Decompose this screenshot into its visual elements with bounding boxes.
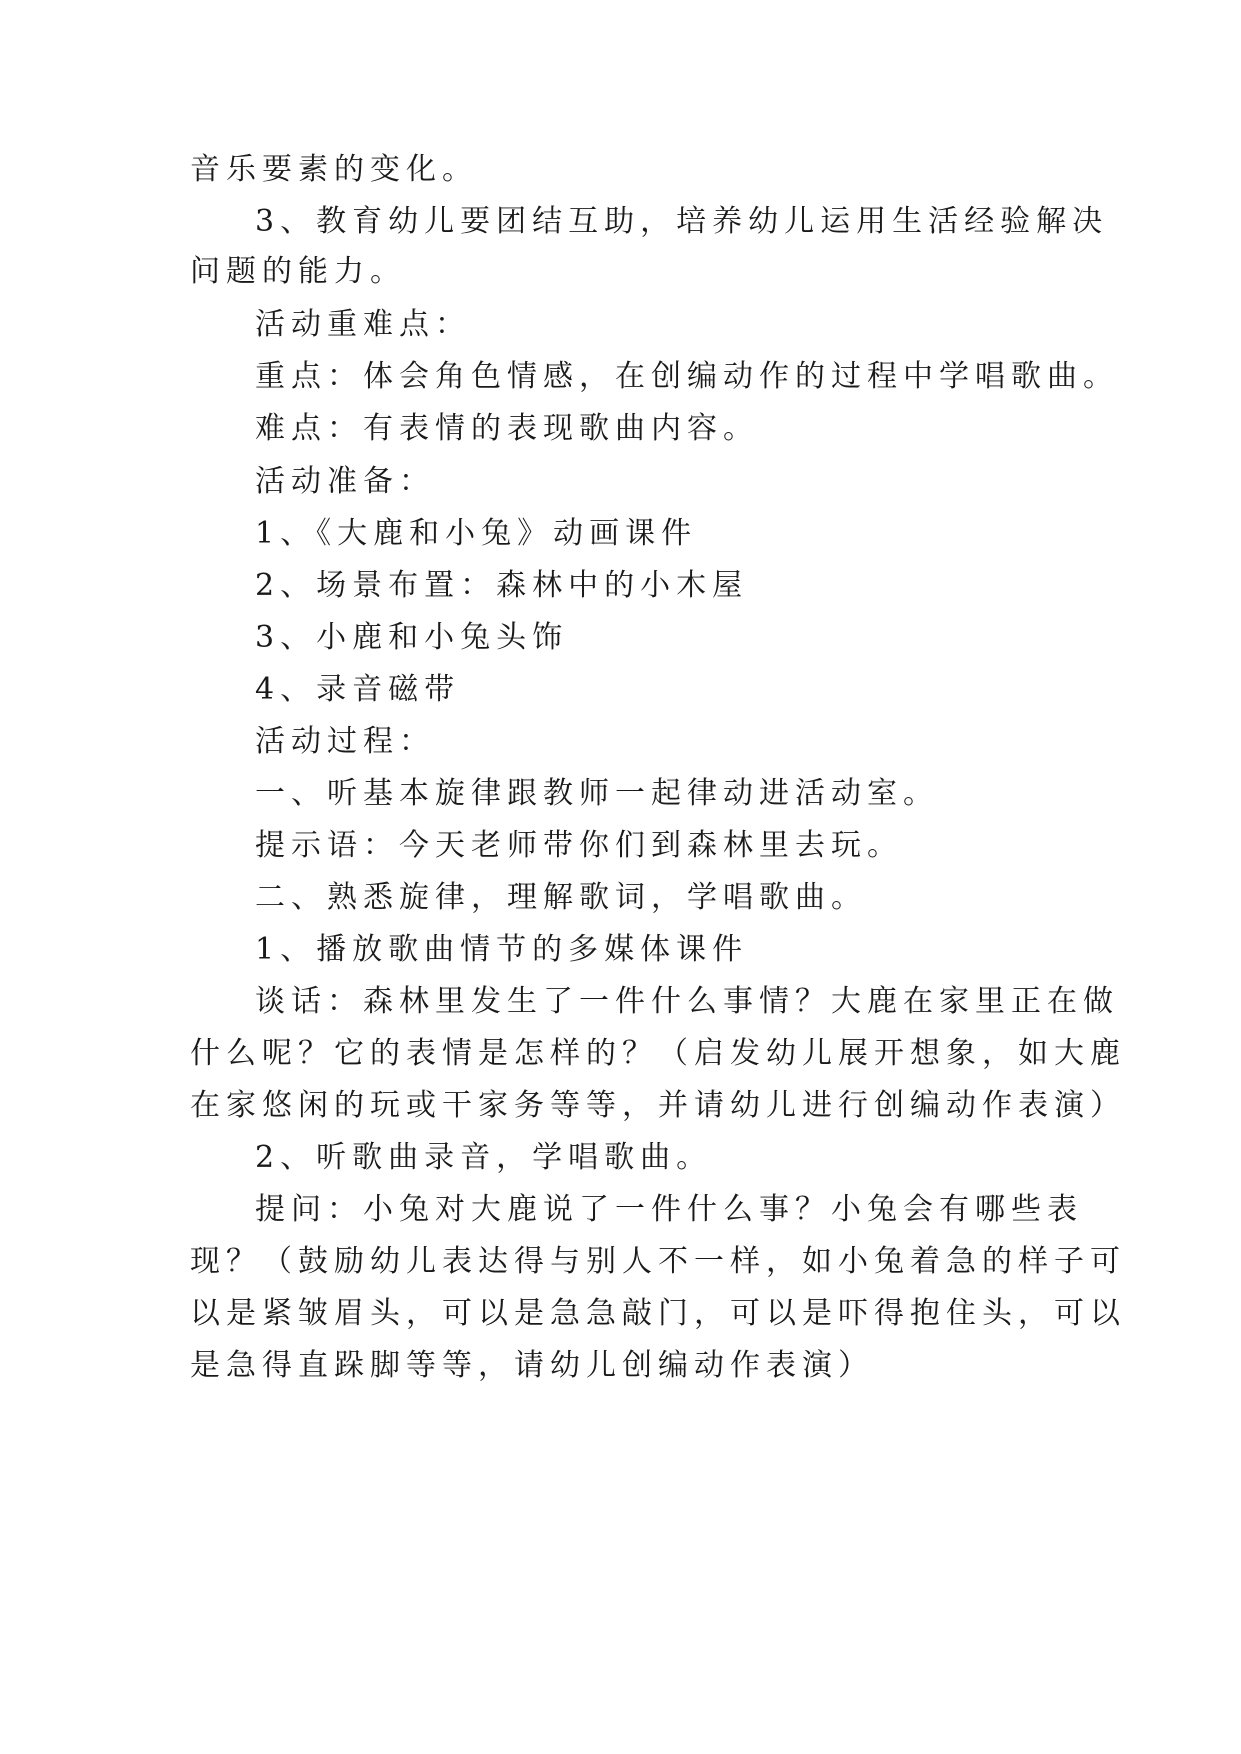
text-line: 难点：有表情的表现歌曲内容。 xyxy=(255,411,759,446)
text-line: 2、听歌曲录音，学唱歌曲。 xyxy=(255,1140,713,1175)
text-line: 什么呢？它的表情是怎样的？（启发幼儿展开想象，如大鹿 xyxy=(190,1036,1126,1071)
text-line: 是急得直跺脚等等，请幼儿创编动作表演） xyxy=(190,1348,874,1383)
text-line: 谈话：森林里发生了一件什么事情？大鹿在家里正在做 xyxy=(255,984,1119,1019)
text-line: 问题的能力。 xyxy=(190,254,406,289)
text-line: 1、播放歌曲情节的多媒体课件 xyxy=(255,932,749,967)
section-heading: 活动重难点： xyxy=(255,307,471,342)
list-item: 2、场景布置：森林中的小木屋 xyxy=(255,568,749,603)
text-line: 一、听基本旋律跟教师一起律动进活动室。 xyxy=(255,776,939,811)
list-item: 4、录音磁带 xyxy=(255,672,461,707)
text-line: 在家悠闲的玩或干家务等等，并请幼儿进行创编动作表演） xyxy=(190,1088,1126,1123)
text-line: 提问：小兔对大鹿说了一件什么事？小兔会有哪些表 xyxy=(255,1192,1083,1227)
section-heading: 活动准备： xyxy=(255,464,435,499)
text-line: 提示语：今天老师带你们到森林里去玩。 xyxy=(255,828,903,863)
text-line: 二、熟悉旋律，理解歌词，学唱歌曲。 xyxy=(255,880,867,915)
text-line: 重点：体会角色情感，在创编动作的过程中学唱歌曲。 xyxy=(255,359,1119,394)
list-item: 3、小鹿和小兔头饰 xyxy=(255,620,569,655)
text-line: 音乐要素的变化。 xyxy=(190,152,478,187)
text-line: 现？（鼓励幼儿表达得与别人不一样，如小兔着急的样子可 xyxy=(190,1244,1126,1279)
list-item: 1、《大鹿和小兔》动画课件 xyxy=(255,516,698,551)
text-line: 以是紧皱眉头，可以是急急敲门，可以是吓得抱住头，可以 xyxy=(190,1296,1126,1331)
section-heading: 活动过程： xyxy=(255,724,435,759)
text-line: 3、教育幼儿要团结互助，培养幼儿运用生活经验解决 xyxy=(255,204,1109,239)
